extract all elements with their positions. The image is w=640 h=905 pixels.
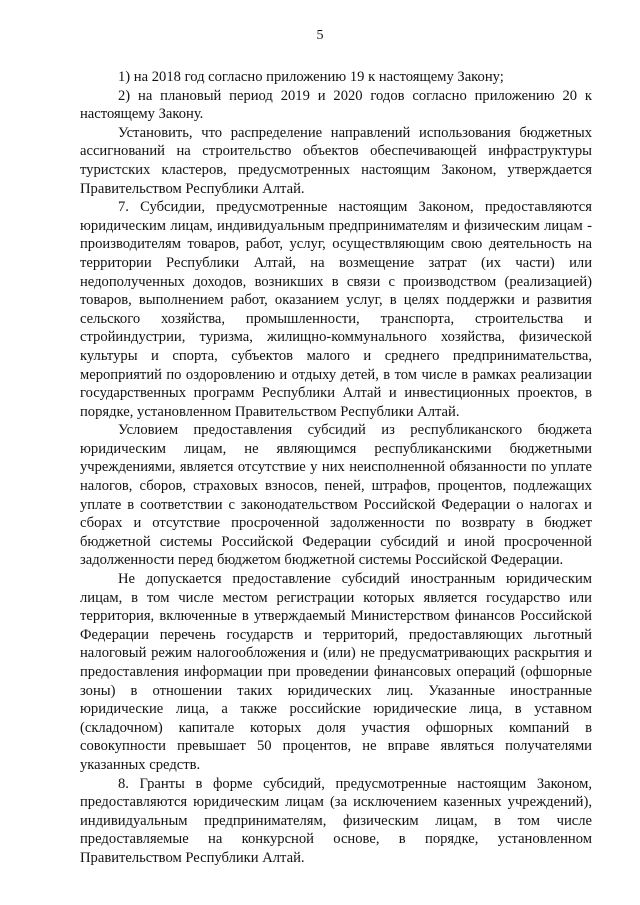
paragraph-foreign-entities: Не допускается предоставление субсидий иностранным юридическим лицам, в том числе местом регистрации которых является государство или территория, включенные в утверждаемый Министерством финансов Российской Федерации перечень государств и территорий, предоставляющих льготный налоговый режим налогообложения и (или) не предусматривающих раскрытия и предоставления информации при проведении финансовых операций (офшорные зоны) в отношении таких юридических лиц. Указанные иностранные юридические лица, а также российские юридические лица, в уставном (складочном) капитале которых доля участия офшорных компаний в совокупности превышает 50 процентов, не вправе являться получателями указанных средств. <box>80 571 592 773</box>
paragraph-item-1: 1) на 2018 год согласно приложению 19 к настоящему Закону; <box>118 69 504 85</box>
paragraph-section-7-subsidies: 7. Субсидии, предусмотренные настоящим Законом, предоставляются юридическим лицам, индивидуальным предпринимателям и физическим лицам - производителям товаров, работ, услуг, осуществляющим свою деятельность на территории Республики Алтай, на возмещение затрат (их части) или недополученных доходов, возникших в связи с производством (реализацией) товаров, выполнением работ, оказанием услуг, в целях поддержки и развития сельского хозяйства, промышленности, транспорта, строительства и стройиндустрии, туризма, жилищно-коммунального хозяйства, физической культуры и спорта, субъектов малого и среднего предпринимательства, мероприятий по оздоровлению и отдыху детей, в том числе в рамках реализации государственных программ Республики Алтай и инвестиционных проектов, в порядке, установленном Правительством Республики Алтай. <box>80 199 592 420</box>
paragraph-section-8-grants: 8. Гранты в форме субсидий, предусмотренные настоящим Законом, предоставляются юридическим лицам (за исключением казенных учреждений), индивидуальным предпринимателям, физическим лицам, в том числе предоставляемые на конкурсной основе, в порядке, установленном Правительством Республики Алтай. <box>80 775 592 866</box>
paragraph-subsidy-conditions: Условием предоставления субсидий из республиканского бюджета юридическим лицам, не являющимся республиканскими бюджетными учреждениями, является отсутствие у них неисполненной обязанности по уплате налогов, сборов, страховых взносов, пеней, штрафов, процентов, подлежащих уплате в соответствии с законодательством Российской Федерации о налогах и сборах и отсутствие просроченной задолженности по возврату в бюджет бюджетной системы Российской Федерации субсидий и иной просроченной задолженности перед бюджетом бюджетной системы Российской Федерации. <box>80 422 592 569</box>
page-number: 5 <box>316 28 324 43</box>
paragraph-item-2: 2) на плановый период 2019 и 2020 годов согласно приложению 20 к настоящему Закону. <box>80 87 592 123</box>
paragraph-infrastructure-distribution: Установить, что распределение направлений использования бюджетных ассигнований на строительство объектов обеспечивающей инфраструктуры туристских кластеров, предусмотренных настоящим Законом, утверждается Правительством Республики Алтай. <box>80 124 592 197</box>
document-body <box>80 68 592 868</box>
